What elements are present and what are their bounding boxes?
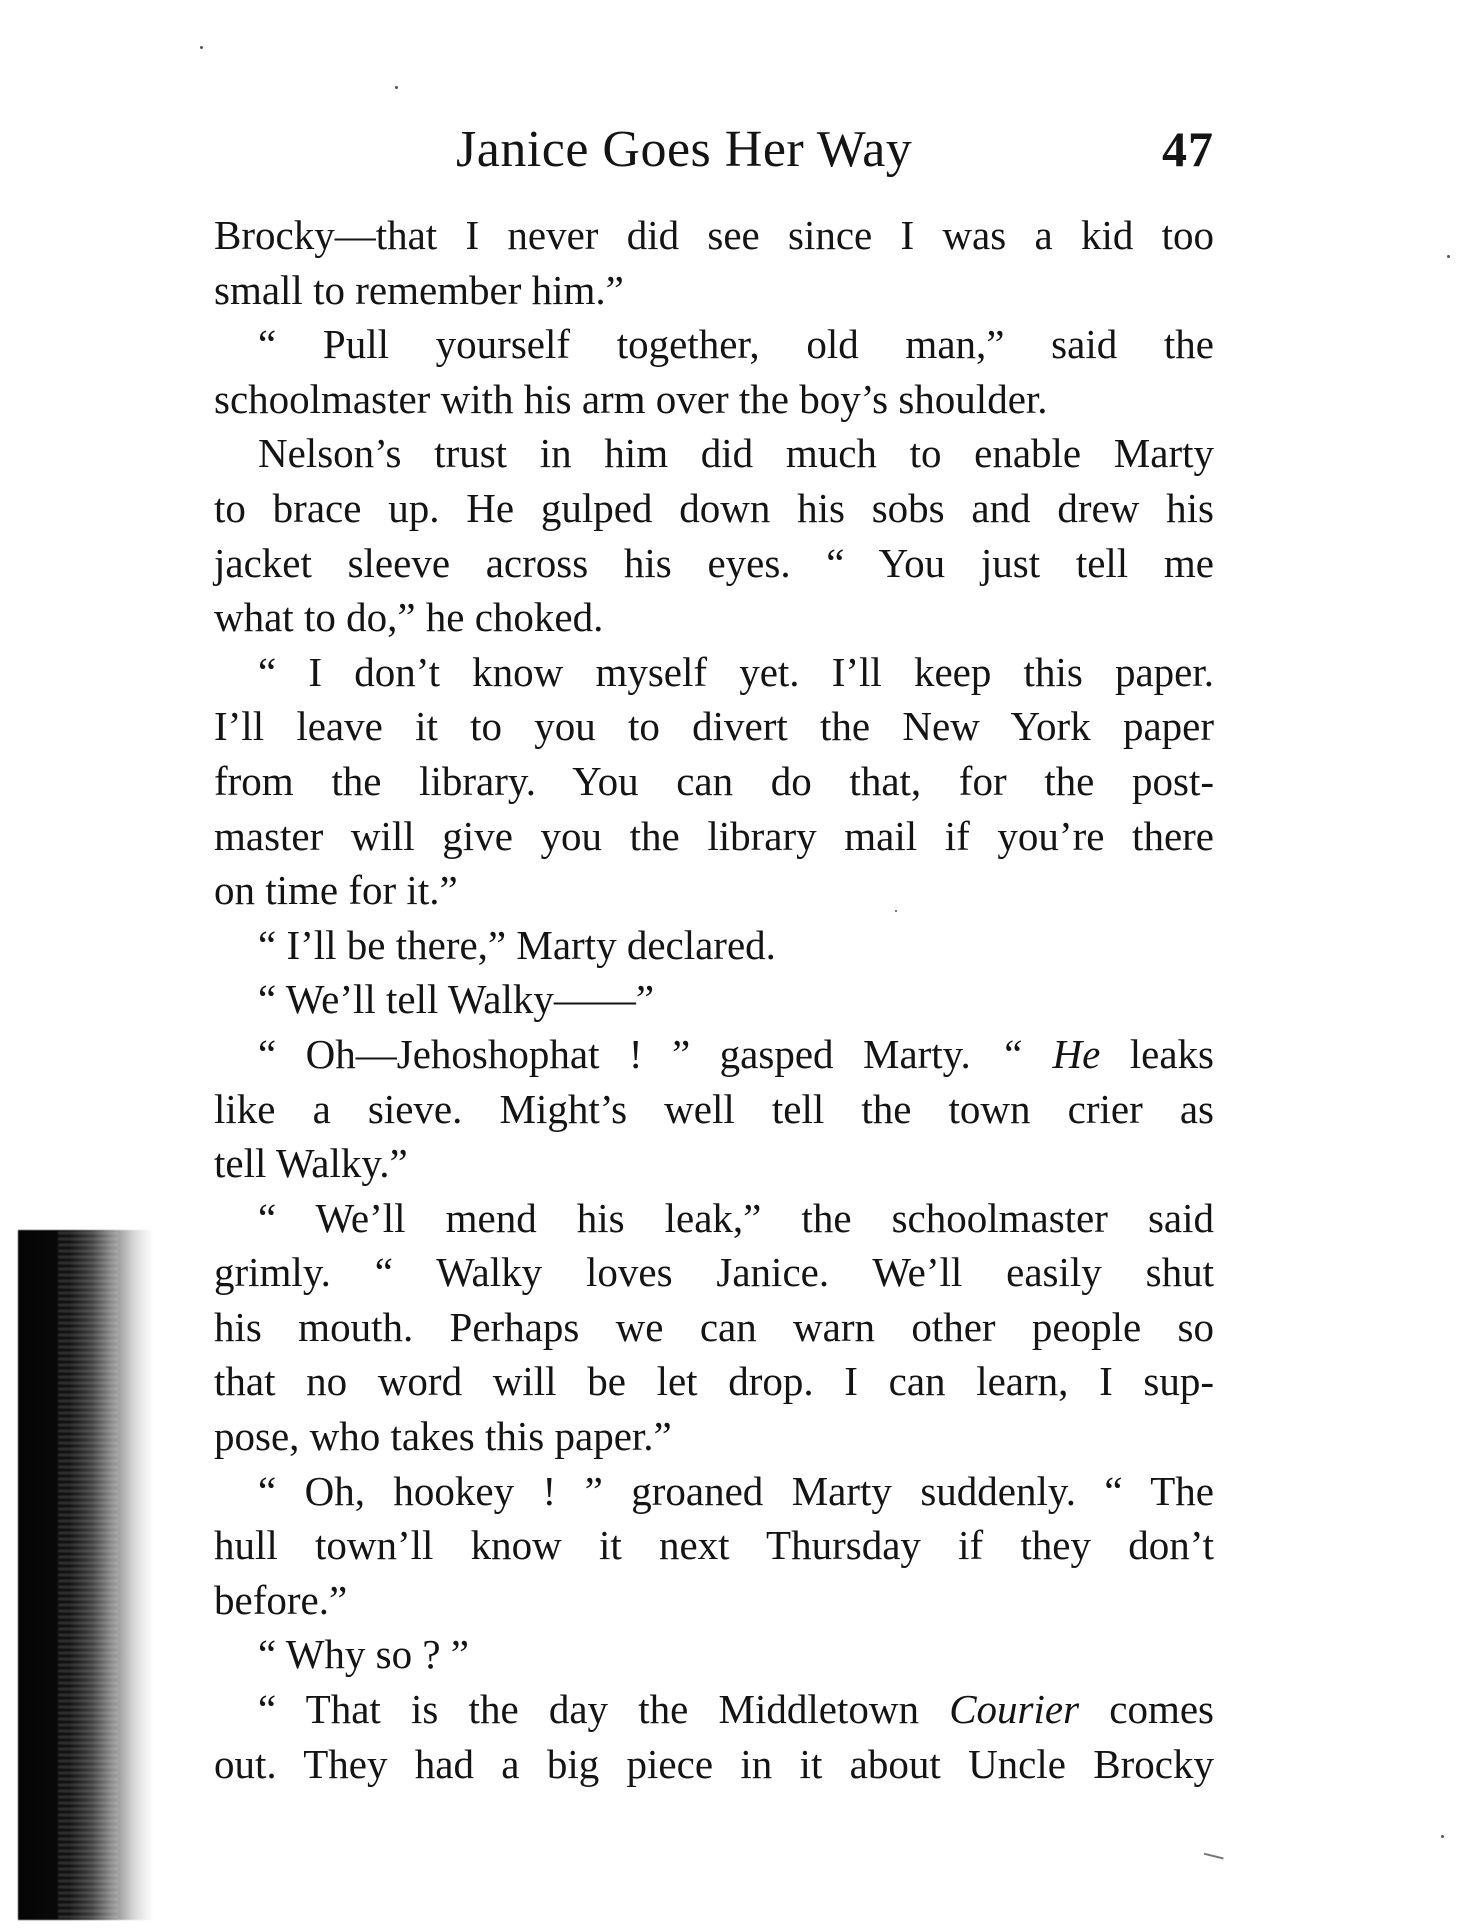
text-line: out. They had a big piece in it about Uncle Brocky bbox=[214, 1740, 1214, 1787]
text-line: small to remember him.” bbox=[214, 266, 624, 313]
text-line: on time for it.” bbox=[214, 867, 458, 914]
text-line: hull town’ll know it next Thursday if they don’t bbox=[214, 1522, 1214, 1569]
text-line: “ Oh—Jehoshophat ! ” gasped Marty. “ He leaks bbox=[258, 1030, 1215, 1077]
text-line: “ We’ll tell Walky——” bbox=[258, 976, 655, 1023]
text-line: “ Oh, hookey ! ” groaned Marty suddenly. “ The bbox=[258, 1467, 1214, 1514]
text-line: to brace up. He gulped down his sobs and drew his bbox=[214, 484, 1214, 531]
running-title: Janice Goes Her Way bbox=[456, 121, 913, 178]
text-line: from the library. You can do that, for the post- bbox=[214, 757, 1214, 804]
text-line: before.” bbox=[214, 1576, 348, 1623]
text-line: tell Walky.” bbox=[214, 1140, 408, 1187]
text-line: “ Why so ? ” bbox=[258, 1631, 470, 1678]
text-line: like a sieve. Might’s well tell the town crier as bbox=[214, 1085, 1214, 1132]
body-text bbox=[214, 208, 1214, 1791]
text-line: Brocky—that I never did see since I was a kid too bbox=[214, 212, 1214, 258]
text-line: “ That is the day the Middletown Courier comes bbox=[258, 1686, 1214, 1733]
text-line: “ Pull yourself together, old man,” said the bbox=[258, 321, 1214, 368]
text-line: “ We’ll mend his leak,” the schoolmaster said bbox=[258, 1194, 1214, 1241]
text-line: jacket sleeve across his eyes. “ You just tell me bbox=[214, 539, 1214, 586]
page-number: 47 bbox=[1162, 121, 1214, 177]
text-line: schoolmaster with his arm over the boy’s shoulder. bbox=[214, 375, 1048, 422]
text-line: that no word will be let drop. I can learn, I sup- bbox=[214, 1358, 1214, 1405]
text-line: what to do,” he choked. bbox=[214, 594, 604, 641]
running-header bbox=[214, 120, 1214, 190]
text-line: master will give you the library mail if you’re there bbox=[214, 812, 1214, 859]
text-line: I’ll leave it to you to divert the New York paper bbox=[214, 703, 1214, 750]
text-line: “ I’ll be there,” Marty declared. bbox=[258, 921, 776, 968]
text-line: his mouth. Perhaps we can warn other people so bbox=[214, 1303, 1214, 1350]
scan-mark bbox=[1202, 1853, 1223, 1866]
text-line: “ I don’t know myself yet. I’ll keep this paper. bbox=[258, 648, 1214, 695]
binding-edge-shadow bbox=[18, 1230, 153, 1920]
text-line: pose, who takes this paper.” bbox=[214, 1413, 672, 1460]
text-line: grimly. “ Walky loves Janice. We’ll easily shut bbox=[214, 1249, 1214, 1296]
text-line: Nelson’s trust in him did much to enable Marty bbox=[258, 430, 1214, 477]
